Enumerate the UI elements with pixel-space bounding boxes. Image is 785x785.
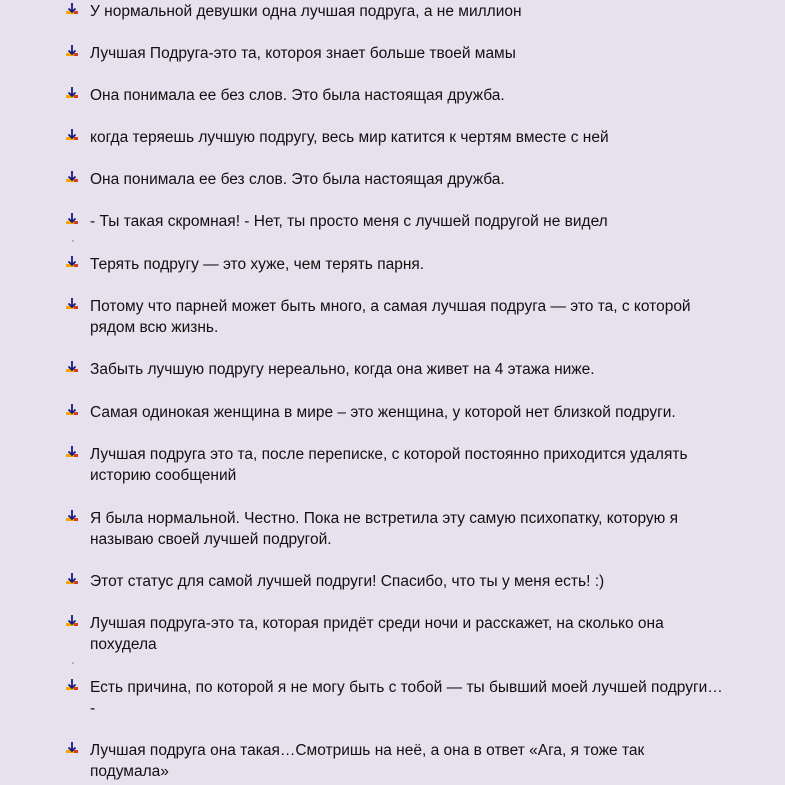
- arrow-down-bullet-icon: [65, 170, 79, 184]
- list-item: [65, 508, 725, 550]
- arrow-down-bullet-icon: [65, 212, 79, 226]
- arrow-down-bullet-icon: [65, 572, 79, 586]
- arrow-down-bullet-icon: [65, 614, 79, 628]
- quote-text: когда теряешь лучшую подругу, весь мир катится к чертям вместе с ней: [90, 129, 609, 146]
- list-item: [65, 85, 725, 106]
- list-item: [65, 296, 725, 338]
- quote-text: Потому что парней может быть много, а самая лучшая подруга — это та, с которой рядом всю жизнь.: [90, 298, 691, 336]
- list-item: [65, 43, 725, 64]
- list-item: [65, 1, 725, 22]
- quote-text: Я была нормальной. Честно. Пока не встретила эту самую психопатку, которую я называю своей лучшей подругой.: [90, 510, 679, 548]
- arrow-down-bullet-icon: [65, 297, 79, 311]
- quote-text: Лучшая Подруга-это та, котороя знает больше твоей мамы: [90, 45, 516, 62]
- arrow-down-bullet-icon: [65, 86, 79, 100]
- list-item: [65, 254, 725, 275]
- list-item: [65, 127, 725, 148]
- quote-text: Лучшая подруга она такая…Смотришь на неё, а она в ответ «Ага, я тоже так подумала»: [90, 742, 645, 780]
- arrow-down-bullet-icon: [65, 2, 79, 16]
- arrow-down-bullet-icon: [65, 128, 79, 142]
- arrow-down-bullet-icon: [65, 403, 79, 417]
- list-item: [65, 444, 725, 486]
- arrow-down-bullet-icon: [65, 509, 79, 523]
- list-item: [65, 571, 725, 592]
- list-item: [65, 402, 725, 423]
- stray-dot: [72, 662, 74, 664]
- quote-text: Забыть лучшую подругу нереально, когда она живет на 4 этажа ниже.: [90, 361, 595, 378]
- quote-text: Она понимала ее без слов. Это была настоящая дружба.: [90, 171, 505, 188]
- quote-text: Терять подругу — это хуже, чем терять парня.: [90, 256, 425, 273]
- arrow-down-bullet-icon: [65, 44, 79, 58]
- stray-dot: [72, 240, 74, 242]
- list-item: [65, 740, 725, 782]
- list-item: [65, 169, 725, 190]
- list-item: [65, 211, 725, 232]
- quote-text: - Ты такая скромная! - Нет, ты просто меня с лучшей подругой не видел: [90, 213, 608, 230]
- arrow-down-bullet-icon: [65, 741, 79, 755]
- quote-text: Лучшая подруга это та, после переписке, с которой постоянно приходится удалять историю сообщений: [90, 446, 688, 484]
- quote-text: Она понимала ее без слов. Это была настоящая дружба.: [90, 87, 505, 104]
- quote-text: Лучшая подруга-это та, которая придёт среди ночи и расскажет, на сколько она похудела: [90, 615, 664, 653]
- quote-text: Самая одинокая женщина в мире – это женщина, у которой нет близкой подруги.: [90, 404, 676, 421]
- arrow-down-bullet-icon: [65, 678, 79, 692]
- list-item: [65, 677, 725, 719]
- arrow-down-bullet-icon: [65, 360, 79, 374]
- quote-text: Этот статус для самой лучшей подруги! Спасибо, что ты у меня есть! :): [90, 573, 605, 590]
- arrow-down-bullet-icon: [65, 255, 79, 269]
- list-item: [65, 359, 725, 380]
- arrow-down-bullet-icon: [65, 445, 79, 459]
- quote-text: У нормальной девушки одна лучшая подруга, а не миллион: [90, 3, 522, 20]
- quote-text: Есть причина, по которой я не могу быть с тобой — ты бывший моей лучшей подруги… -: [90, 679, 723, 717]
- list-item: [65, 613, 725, 655]
